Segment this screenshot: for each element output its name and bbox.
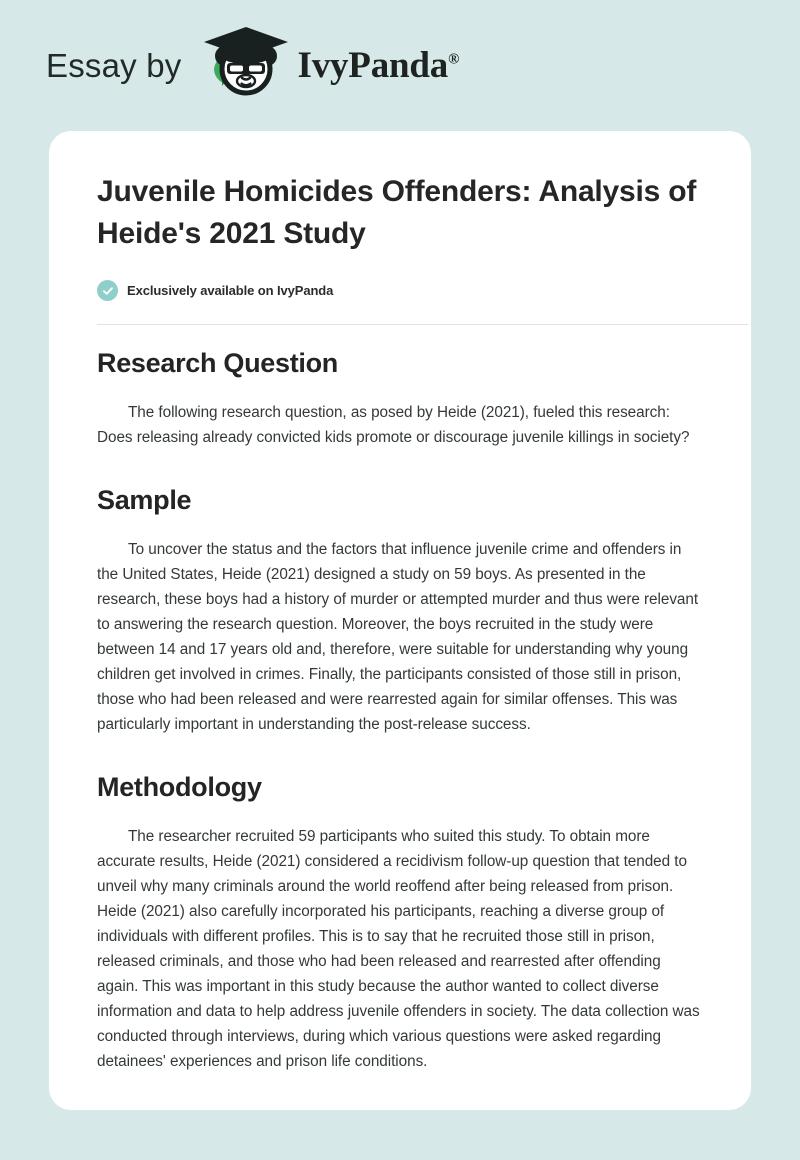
section-heading: Sample xyxy=(97,485,192,516)
page-title: Juvenile Homicides Offenders: Analysis of Heide's 2021 Study xyxy=(97,175,697,250)
brand-header xyxy=(0,0,800,131)
section-heading: Research Question xyxy=(97,348,338,379)
exclusive-availability-label: Exclusively available on IvyPanda xyxy=(127,283,334,299)
essay-by-label: Essay by xyxy=(46,47,182,84)
section-paragraph: The researcher recruited 59 participants who suited this study. To obtain more accurate results, Heide (2021) considered a recidivism follow-up question that tended to unveil why many criminals around the world reoffend after being released from prison. Heide (2021) also carefully incorporated his participants, reaching a diverse group of individuals with different profiles. This is to say that he recruited those still in prison, released criminals, and those who had been released and rearrested after offending again. This was important in this study because the author wanted to collect diverse information and data to help address juvenile offenders in society. The data collection was conducted through interviews, during which various questions were asked regarding detainees' experiences and prison life conditions. xyxy=(97,827,700,1070)
section-sample xyxy=(97,484,701,737)
brand-name-text: IvyPanda xyxy=(297,45,449,86)
check-circle-icon xyxy=(97,280,118,301)
panda-graduate-logo-icon xyxy=(196,23,292,102)
section-heading: Methodology xyxy=(97,771,262,802)
section-methodology xyxy=(97,771,701,1074)
section-paragraph: To uncover the status and the factors that influence juvenile crime and offenders in the United States, Heide (2021) designed a study on 59 boys. As presented in the research, these boys had a history of murder or attempted murder and thus were relevant to answering the research question. Moreover, the boys recruited in the study were between 14 and 17 years old and, therefore, were suitable for understanding why young children get involved in crimes. Finally, the participants consisted of those still in prison, those who had been released and were rearrested again for similar offenses. This was particularly important in understanding the post-release success. xyxy=(97,540,699,733)
title-divider xyxy=(97,324,748,325)
registered-mark: ® xyxy=(448,51,460,68)
brand-wordmark xyxy=(298,47,460,84)
section-research-question xyxy=(97,347,701,450)
exclusive-availability-badge xyxy=(97,280,701,301)
ivypanda-logo[interactable] xyxy=(196,23,460,102)
section-paragraph: The following research question, as posed by Heide (2021), fueled this research: Does releasing already convicted kids promote or discourage juvenile killings in society? xyxy=(97,404,690,447)
essay-card xyxy=(49,131,751,1110)
